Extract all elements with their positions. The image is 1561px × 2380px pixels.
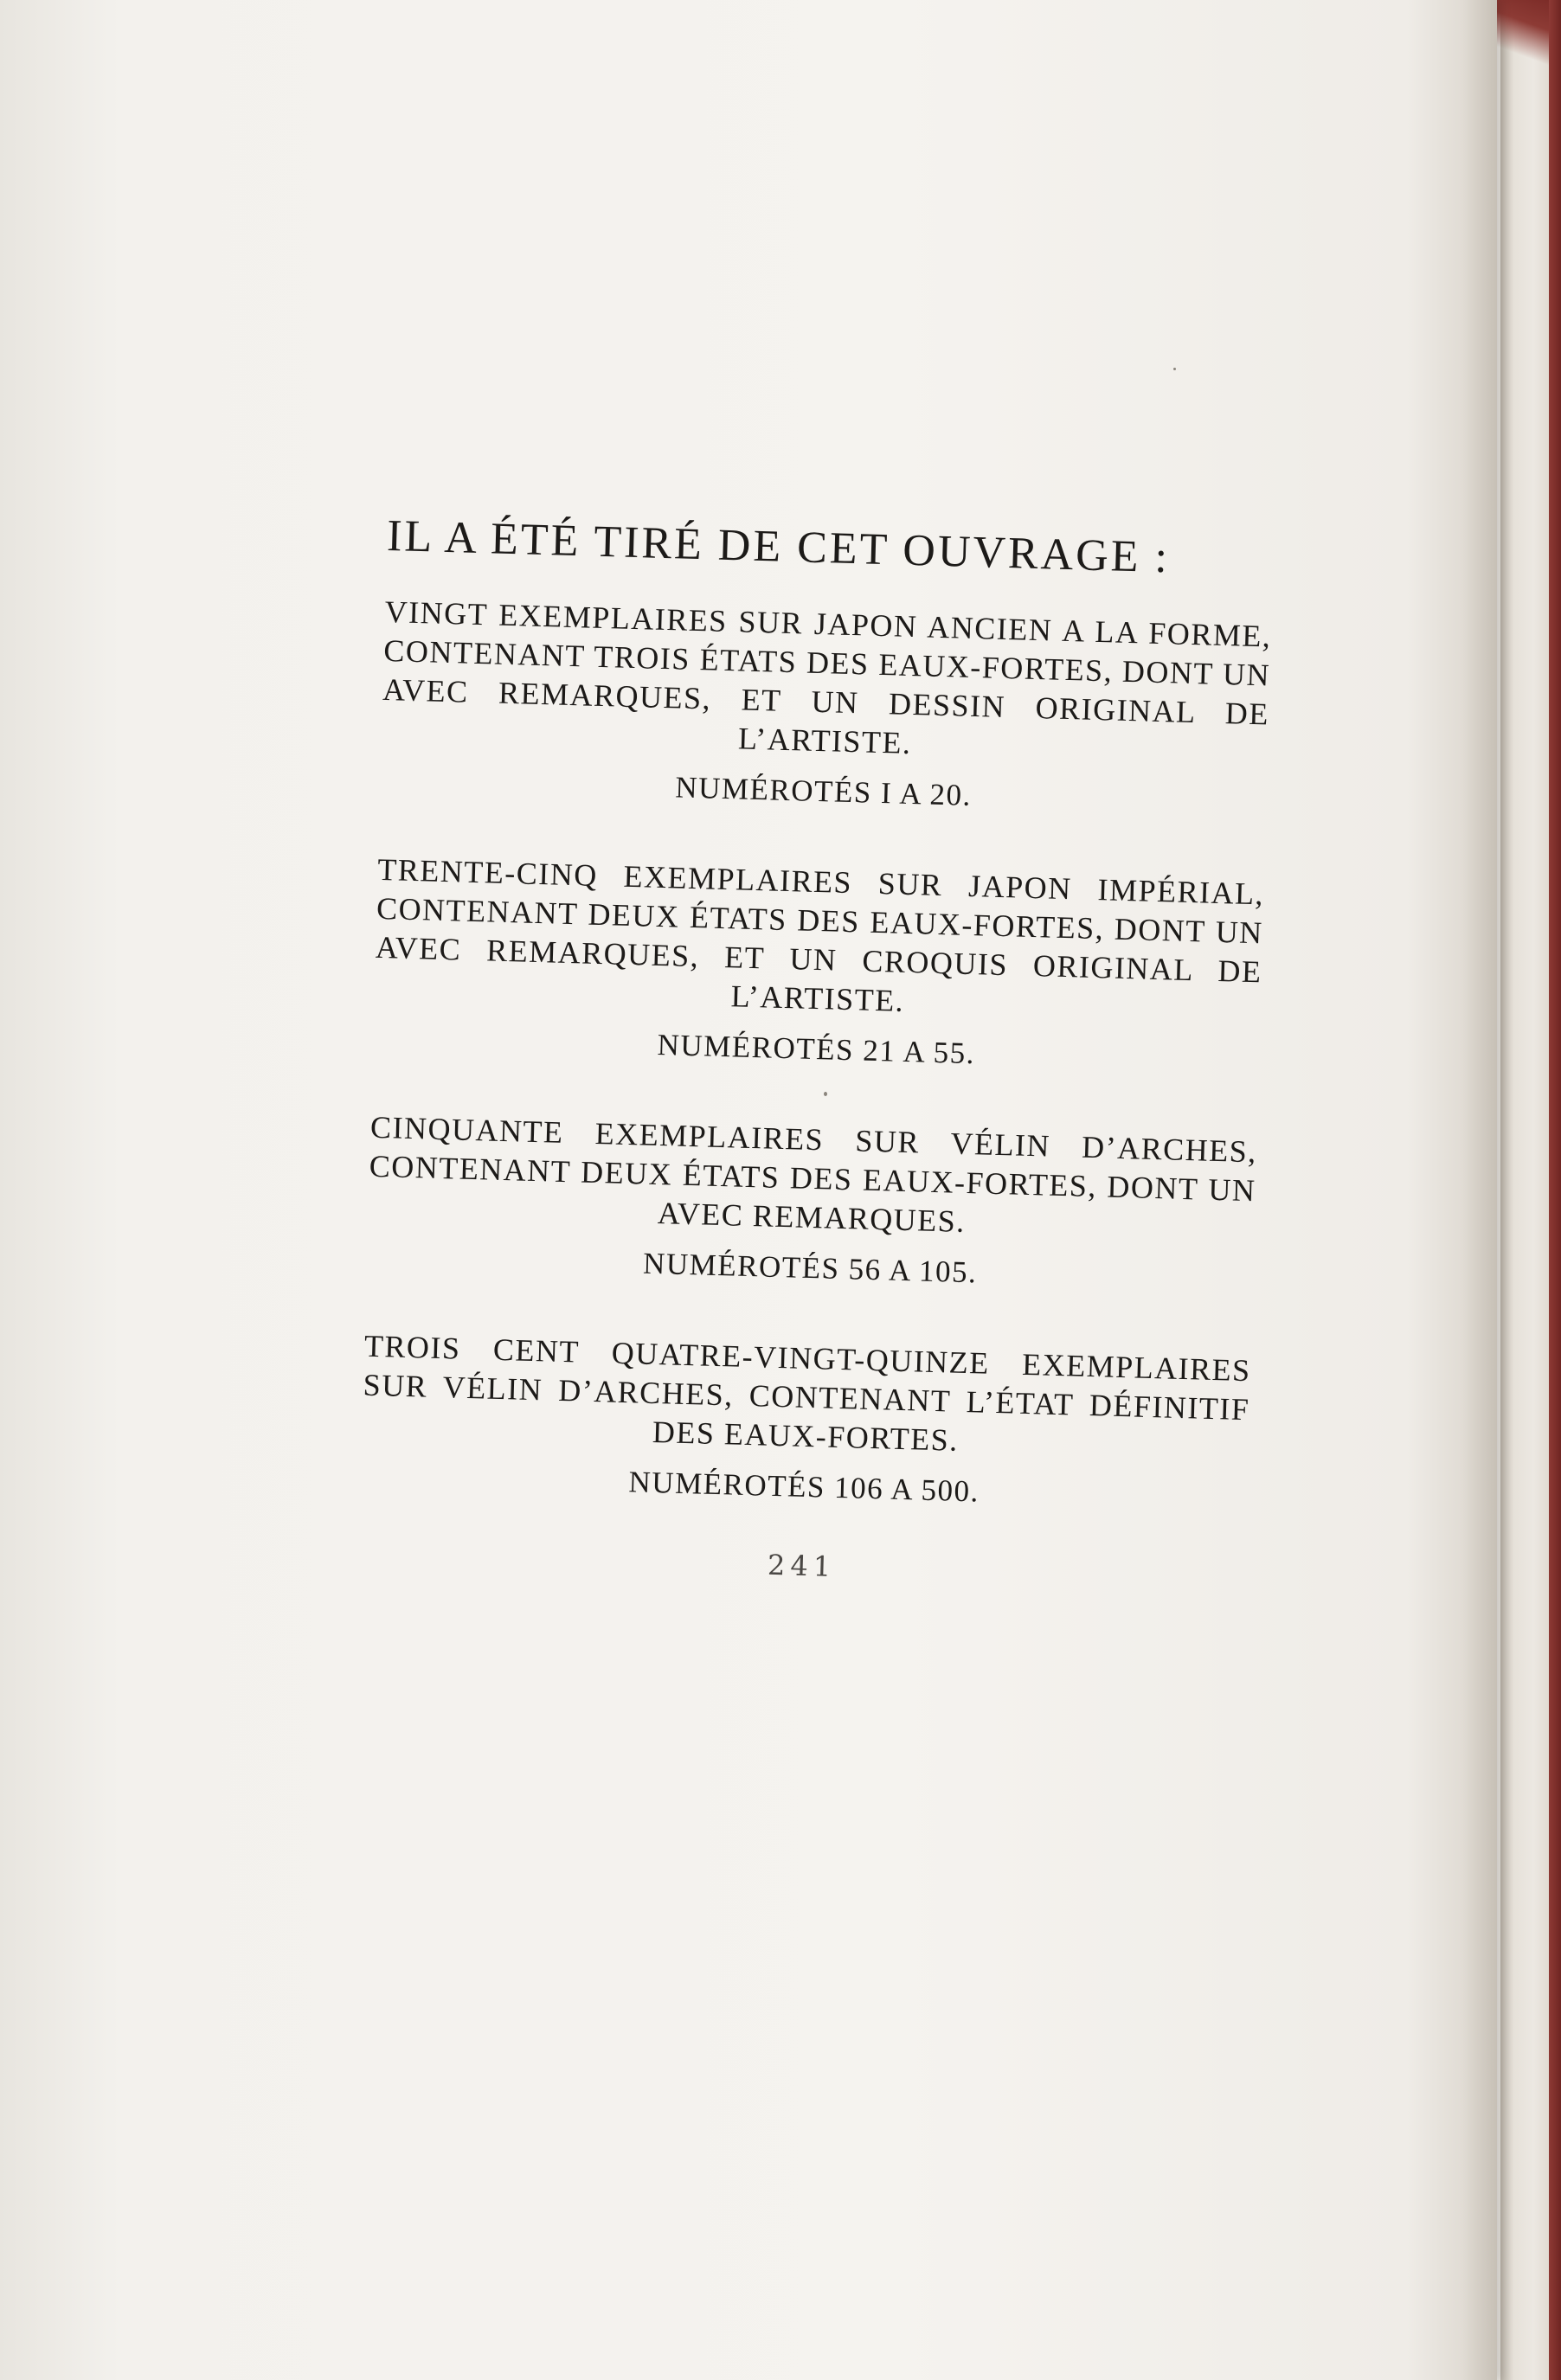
page-number: 241	[767, 1548, 837, 1583]
edition-numbering: NUMÉROTÉS I A 20.	[674, 770, 973, 812]
edition-description: CINQUANTE EXEMPLAIRES SUR VÉLIN D’ARCHES, CONTENANT DEUX ÉTATS DES EAUX-FORTES, DONT UN AVEC REMARQUES.	[369, 1109, 1258, 1239]
edition-description: TROIS CENT QUATRE-VINGT-QUINZE EXEMPLAIRES SUR VÉLIN D’ARCHES, CONTENANT L’ÉTAT DÉFINITIF DES EAUX-FORTES.	[363, 1328, 1252, 1458]
page-curl-shadow	[1462, 0, 1497, 2380]
edition-numbering: NUMÉROTÉS 106 A 500.	[628, 1465, 980, 1509]
paper-speck	[1173, 368, 1176, 370]
colophon-title: IL A ÉTÉ TIRÉ DE CET OUVRAGE :	[386, 510, 1171, 583]
cover-edge	[1549, 0, 1561, 2380]
edition-description: TRENTE-CINQ EXEMPLAIRES SUR JAPON IMPÉRIAL, CONTENANT DEUX ÉTATS DES EAUX-FORTES, DONT UN AVEC REMARQUES, ET UN CROQUIS ORIGINAL DE L’ARTISTE.	[375, 851, 1265, 1018]
edition-entry	[372, 850, 1264, 1080]
edition-numbering: NUMÉROTÉS 21 A 55.	[657, 1027, 976, 1071]
edition-entry	[360, 1327, 1251, 1517]
edition-entry	[366, 1108, 1257, 1299]
edition-description: VINGT EXEMPLAIRES SUR JAPON ANCIEN A LA FORME, CONTENANT TROIS ÉTATS DES EAUX-FORTES, DONT UN AVEC REMARQUES, ET UN DESSIN ORIGINAL DE L’ARTISTE.	[382, 593, 1272, 761]
colophon	[358, 510, 1275, 1594]
edition-numbering: NUMÉROTÉS 56 A 105.	[642, 1246, 978, 1290]
edition-entry	[380, 593, 1272, 822]
paper-speck	[824, 1092, 827, 1096]
